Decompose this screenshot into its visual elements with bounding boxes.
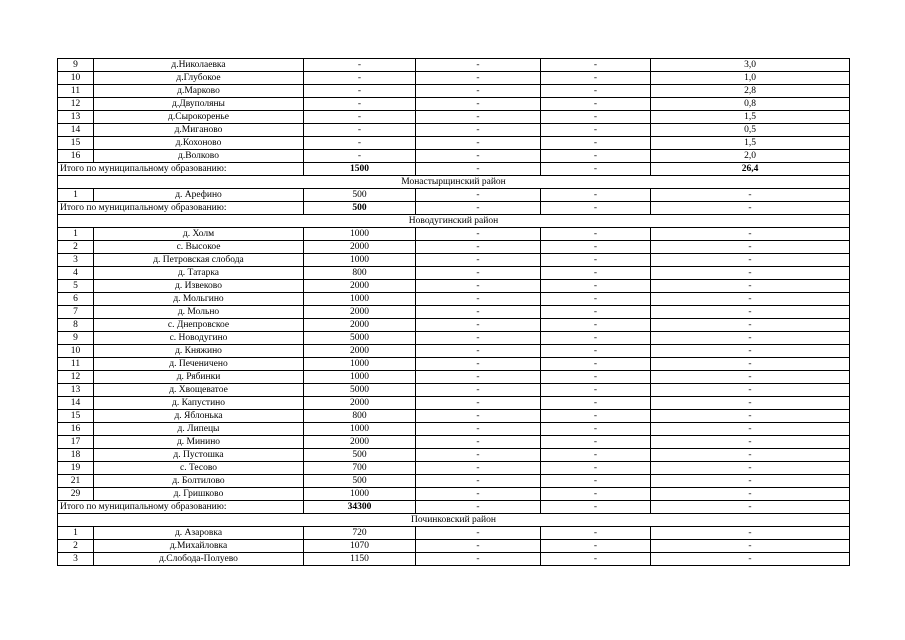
value-cell: 2000 xyxy=(304,436,416,449)
table-row xyxy=(58,371,850,384)
settlement-name: д.Двуполяны xyxy=(94,98,304,111)
total-cell: - xyxy=(416,163,541,176)
value-cell: - xyxy=(651,384,850,397)
settlement-name: д. Мольно xyxy=(94,306,304,319)
value-cell: - xyxy=(541,267,651,280)
value-cell: - xyxy=(541,150,651,163)
value-cell: - xyxy=(416,267,541,280)
settlement-name: с. Днепровское xyxy=(94,319,304,332)
value-cell: - xyxy=(416,98,541,111)
row-number: 17 xyxy=(58,436,94,449)
value-cell: 1000 xyxy=(304,371,416,384)
value-cell: 2000 xyxy=(304,397,416,410)
settlement-name: д.Марково xyxy=(94,85,304,98)
value-cell: - xyxy=(651,228,850,241)
value-cell: - xyxy=(541,358,651,371)
table-row xyxy=(58,306,850,319)
table-row xyxy=(58,72,850,85)
row-number: 18 xyxy=(58,449,94,462)
table-row xyxy=(58,254,850,267)
value-cell: 2000 xyxy=(304,280,416,293)
value-cell: 1000 xyxy=(304,228,416,241)
table-row xyxy=(58,475,850,488)
value-cell: - xyxy=(416,59,541,72)
row-number: 14 xyxy=(58,397,94,410)
value-cell: - xyxy=(416,449,541,462)
value-cell: - xyxy=(416,475,541,488)
table-row xyxy=(58,345,850,358)
settlement-name: с. Тесово xyxy=(94,462,304,475)
value-cell: - xyxy=(304,150,416,163)
value-cell: 500 xyxy=(304,189,416,202)
value-cell: 1,5 xyxy=(651,137,850,150)
value-cell: - xyxy=(541,540,651,553)
row-number: 1 xyxy=(58,228,94,241)
row-number: 12 xyxy=(58,371,94,384)
value-cell: - xyxy=(651,436,850,449)
table-row xyxy=(58,85,850,98)
table-row xyxy=(58,436,850,449)
table-row xyxy=(58,527,850,540)
value-cell: - xyxy=(304,124,416,137)
value-cell: - xyxy=(651,397,850,410)
value-cell: - xyxy=(304,59,416,72)
value-cell: - xyxy=(651,371,850,384)
row-number: 10 xyxy=(58,72,94,85)
value-cell: - xyxy=(541,254,651,267)
value-cell: 500 xyxy=(304,449,416,462)
row-number: 7 xyxy=(58,306,94,319)
value-cell: - xyxy=(416,124,541,137)
settlement-name: д. Азаровка xyxy=(94,527,304,540)
settlement-name: д.Глубокое xyxy=(94,72,304,85)
total-cell: 1500 xyxy=(304,163,416,176)
value-cell: - xyxy=(651,423,850,436)
value-cell: 800 xyxy=(304,410,416,423)
row-number: 2 xyxy=(58,241,94,254)
settlement-name: д.Николаевка xyxy=(94,59,304,72)
table-row xyxy=(58,553,850,566)
value-cell: - xyxy=(541,436,651,449)
settlement-name: с. Высокое xyxy=(94,241,304,254)
value-cell: - xyxy=(416,228,541,241)
value-cell: 1000 xyxy=(304,488,416,501)
settlement-name: д. Печеничено xyxy=(94,358,304,371)
value-cell: 500 xyxy=(304,475,416,488)
value-cell: - xyxy=(651,254,850,267)
value-cell: - xyxy=(416,527,541,540)
settlement-name: д. Княжино xyxy=(94,345,304,358)
value-cell: - xyxy=(541,488,651,501)
value-cell: - xyxy=(304,85,416,98)
section-title: Монастырщинский район xyxy=(58,176,850,189)
total-label: Итого по муниципальному образованию: xyxy=(58,163,304,176)
value-cell: - xyxy=(541,189,651,202)
value-cell: - xyxy=(416,345,541,358)
value-cell: 800 xyxy=(304,267,416,280)
value-cell: - xyxy=(651,267,850,280)
value-cell: - xyxy=(541,462,651,475)
section-title: Новодугинский район xyxy=(58,215,850,228)
row-number: 1 xyxy=(58,189,94,202)
value-cell: - xyxy=(651,449,850,462)
value-cell: - xyxy=(416,423,541,436)
table-row xyxy=(58,319,850,332)
settlement-name: д. Холм xyxy=(94,228,304,241)
value-cell: 1,5 xyxy=(651,111,850,124)
value-cell: 5000 xyxy=(304,384,416,397)
settlement-name: д. Гришково xyxy=(94,488,304,501)
value-cell: - xyxy=(541,410,651,423)
value-cell: - xyxy=(541,319,651,332)
table-row xyxy=(58,397,850,410)
value-cell: - xyxy=(416,384,541,397)
value-cell: - xyxy=(416,150,541,163)
row-number: 2 xyxy=(58,540,94,553)
value-cell: - xyxy=(416,137,541,150)
row-number: 9 xyxy=(58,332,94,345)
value-cell: 2000 xyxy=(304,241,416,254)
row-number: 14 xyxy=(58,124,94,137)
total-cell: 500 xyxy=(304,202,416,215)
settlement-name: д. Арефино xyxy=(94,189,304,202)
settlement-name: д. Татарка xyxy=(94,267,304,280)
table-row xyxy=(58,228,850,241)
value-cell: 2,8 xyxy=(651,85,850,98)
value-cell: 0,8 xyxy=(651,98,850,111)
value-cell: - xyxy=(541,124,651,137)
value-cell: - xyxy=(541,137,651,150)
value-cell: - xyxy=(416,397,541,410)
value-cell: - xyxy=(541,397,651,410)
value-cell: - xyxy=(416,111,541,124)
row-number: 5 xyxy=(58,280,94,293)
value-cell: 2000 xyxy=(304,319,416,332)
row-number: 16 xyxy=(58,150,94,163)
total-row xyxy=(58,501,850,514)
total-cell: 26,4 xyxy=(651,163,850,176)
value-cell: - xyxy=(651,553,850,566)
value-cell: 700 xyxy=(304,462,416,475)
value-cell: - xyxy=(541,111,651,124)
value-cell: - xyxy=(651,332,850,345)
table-row xyxy=(58,98,850,111)
row-number: 3 xyxy=(58,553,94,566)
value-cell: - xyxy=(304,137,416,150)
value-cell: - xyxy=(416,462,541,475)
row-number: 10 xyxy=(58,345,94,358)
value-cell: 1000 xyxy=(304,293,416,306)
value-cell: - xyxy=(416,332,541,345)
section-header-row xyxy=(58,176,850,189)
value-cell: 1000 xyxy=(304,423,416,436)
row-number: 6 xyxy=(58,293,94,306)
row-number: 29 xyxy=(58,488,94,501)
table-row xyxy=(58,111,850,124)
value-cell: 1000 xyxy=(304,358,416,371)
row-number: 13 xyxy=(58,384,94,397)
table-row xyxy=(58,189,850,202)
table-row xyxy=(58,59,850,72)
settlement-name: д. Капустино xyxy=(94,397,304,410)
value-cell: - xyxy=(416,280,541,293)
value-cell: 2,0 xyxy=(651,150,850,163)
value-cell: 1070 xyxy=(304,540,416,553)
row-number: 15 xyxy=(58,137,94,150)
row-number: 1 xyxy=(58,527,94,540)
row-number: 19 xyxy=(58,462,94,475)
value-cell: - xyxy=(541,85,651,98)
value-cell: - xyxy=(416,72,541,85)
value-cell: - xyxy=(416,358,541,371)
value-cell: 1,0 xyxy=(651,72,850,85)
settlements-table xyxy=(57,58,850,566)
settlement-name: с. Новодугино xyxy=(94,332,304,345)
table-row xyxy=(58,384,850,397)
value-cell: - xyxy=(651,345,850,358)
value-cell: - xyxy=(541,527,651,540)
total-cell: - xyxy=(651,202,850,215)
value-cell: - xyxy=(541,449,651,462)
value-cell: - xyxy=(416,241,541,254)
value-cell: - xyxy=(651,540,850,553)
value-cell: - xyxy=(541,371,651,384)
value-cell: 3,0 xyxy=(651,59,850,72)
settlement-name: д. Болтилово xyxy=(94,475,304,488)
settlement-name: д.Волково xyxy=(94,150,304,163)
table-row xyxy=(58,137,850,150)
value-cell: - xyxy=(416,254,541,267)
total-cell: 34300 xyxy=(304,501,416,514)
value-cell: - xyxy=(541,306,651,319)
value-cell: - xyxy=(651,488,850,501)
table-row xyxy=(58,540,850,553)
value-cell: - xyxy=(416,488,541,501)
value-cell: - xyxy=(541,332,651,345)
value-cell: - xyxy=(541,475,651,488)
value-cell: - xyxy=(304,111,416,124)
settlement-name: д. Мольгино xyxy=(94,293,304,306)
row-number: 11 xyxy=(58,85,94,98)
total-label: Итого по муниципальному образованию: xyxy=(58,501,304,514)
value-cell: - xyxy=(541,228,651,241)
table-body xyxy=(58,59,850,566)
value-cell: - xyxy=(416,189,541,202)
row-number: 9 xyxy=(58,59,94,72)
value-cell: - xyxy=(651,358,850,371)
settlement-name: д. Извеково xyxy=(94,280,304,293)
total-cell: - xyxy=(541,163,651,176)
settlement-name: д.Сырокоренье xyxy=(94,111,304,124)
table-row xyxy=(58,293,850,306)
value-cell: - xyxy=(416,306,541,319)
settlement-name: д.Кохоново xyxy=(94,137,304,150)
value-cell: 0,5 xyxy=(651,124,850,137)
settlement-name: д. Петровская слобода xyxy=(94,254,304,267)
value-cell: 1150 xyxy=(304,553,416,566)
row-number: 16 xyxy=(58,423,94,436)
row-number: 13 xyxy=(58,111,94,124)
value-cell: 5000 xyxy=(304,332,416,345)
row-number: 3 xyxy=(58,254,94,267)
table-row xyxy=(58,449,850,462)
value-cell: - xyxy=(651,241,850,254)
value-cell: - xyxy=(541,98,651,111)
value-cell: - xyxy=(416,319,541,332)
value-cell: - xyxy=(651,319,850,332)
value-cell: - xyxy=(541,241,651,254)
total-cell: - xyxy=(416,202,541,215)
settlement-name: д. Яблонька xyxy=(94,410,304,423)
settlement-name: д.Слобода-Полуево xyxy=(94,553,304,566)
value-cell: - xyxy=(541,345,651,358)
section-header-row xyxy=(58,215,850,228)
value-cell: - xyxy=(541,553,651,566)
table-row xyxy=(58,423,850,436)
section-header-row xyxy=(58,514,850,527)
value-cell: - xyxy=(416,540,541,553)
value-cell: - xyxy=(541,423,651,436)
table-row xyxy=(58,280,850,293)
total-label: Итого по муниципальному образованию: xyxy=(58,202,304,215)
row-number: 8 xyxy=(58,319,94,332)
settlement-name: д.Миганово xyxy=(94,124,304,137)
total-row xyxy=(58,163,850,176)
settlement-name: д. Рябинки xyxy=(94,371,304,384)
row-number: 4 xyxy=(58,267,94,280)
row-number: 21 xyxy=(58,475,94,488)
total-cell: - xyxy=(541,501,651,514)
value-cell: - xyxy=(541,59,651,72)
table-row xyxy=(58,332,850,345)
table-row xyxy=(58,150,850,163)
value-cell: 2000 xyxy=(304,345,416,358)
value-cell: 1000 xyxy=(304,254,416,267)
value-cell: - xyxy=(416,436,541,449)
value-cell: - xyxy=(304,72,416,85)
total-cell: - xyxy=(651,501,850,514)
value-cell: - xyxy=(304,98,416,111)
value-cell: - xyxy=(416,371,541,384)
value-cell: - xyxy=(651,527,850,540)
table-row xyxy=(58,124,850,137)
row-number: 11 xyxy=(58,358,94,371)
value-cell: - xyxy=(541,280,651,293)
value-cell: 720 xyxy=(304,527,416,540)
value-cell: - xyxy=(541,293,651,306)
row-number: 12 xyxy=(58,98,94,111)
value-cell: - xyxy=(651,306,850,319)
table-row xyxy=(58,358,850,371)
row-number: 15 xyxy=(58,410,94,423)
total-cell: - xyxy=(541,202,651,215)
value-cell: - xyxy=(416,553,541,566)
value-cell: - xyxy=(416,85,541,98)
settlement-name: д. Хвощеватое xyxy=(94,384,304,397)
value-cell: - xyxy=(651,410,850,423)
table-row xyxy=(58,241,850,254)
value-cell: - xyxy=(651,280,850,293)
section-title: Починковский район xyxy=(58,514,850,527)
value-cell: - xyxy=(651,189,850,202)
table-row xyxy=(58,410,850,423)
table-row xyxy=(58,488,850,501)
settlement-name: д. Минино xyxy=(94,436,304,449)
table-row xyxy=(58,462,850,475)
value-cell: 2000 xyxy=(304,306,416,319)
value-cell: - xyxy=(651,462,850,475)
value-cell: - xyxy=(541,384,651,397)
total-cell: - xyxy=(416,501,541,514)
settlement-name: д.Михайловка xyxy=(94,540,304,553)
settlement-name: д. Липецы xyxy=(94,423,304,436)
value-cell: - xyxy=(416,293,541,306)
settlement-name: д. Пустошка xyxy=(94,449,304,462)
total-row xyxy=(58,202,850,215)
table-row xyxy=(58,267,850,280)
value-cell: - xyxy=(651,475,850,488)
value-cell: - xyxy=(541,72,651,85)
value-cell: - xyxy=(416,410,541,423)
value-cell: - xyxy=(651,293,850,306)
